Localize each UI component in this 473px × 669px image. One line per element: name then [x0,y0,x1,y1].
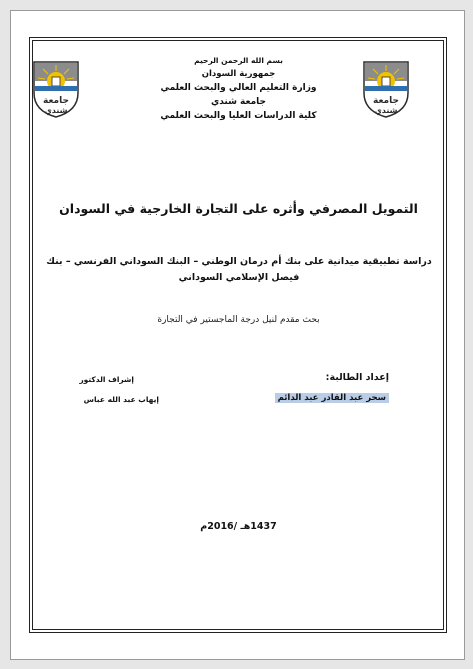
document-page [10,10,465,660]
page-border-inner [32,40,444,630]
logo-text-2: شندي [44,106,68,115]
republic-name: جمهورية السودان [201,69,276,79]
logo-text: جامعة [373,96,399,106]
logo-text-2: شندي [374,106,398,115]
thesis-title: التمويل المصرفي وأثره على التجارة الخارجية في السودان [59,201,418,216]
student-label: إعداد الطالبة: [325,372,389,383]
thesis-subtitle: دراسة تطبيقية ميدانية على بنك أم درمان الوطني – البنك السوداني الفرنسي – بنك فيصل الإسلامي السوداني [46,256,432,283]
supervisor-label: إشراف الدكتور [79,375,134,384]
ministry-name: وزارة التعليم العالي والبحث العلمي [160,83,317,93]
university-name: جامعة شندي [210,97,267,107]
logo-text: جامعة [43,96,69,106]
submission-date: 1437هـ /2016م [200,521,277,532]
student-name: سحر عبد القادر عبد الدائم [275,393,389,403]
basmala: بسم الله الرحمن الرحيم [194,56,283,65]
college-name: كلية الدراسات العليا والبحث العلمي [160,111,317,121]
supervisor-name: إيهاب عبد الله عباس [83,395,159,404]
degree-note: بحث مقدم لنيل درجة الماجستير في التجارة [157,315,320,325]
